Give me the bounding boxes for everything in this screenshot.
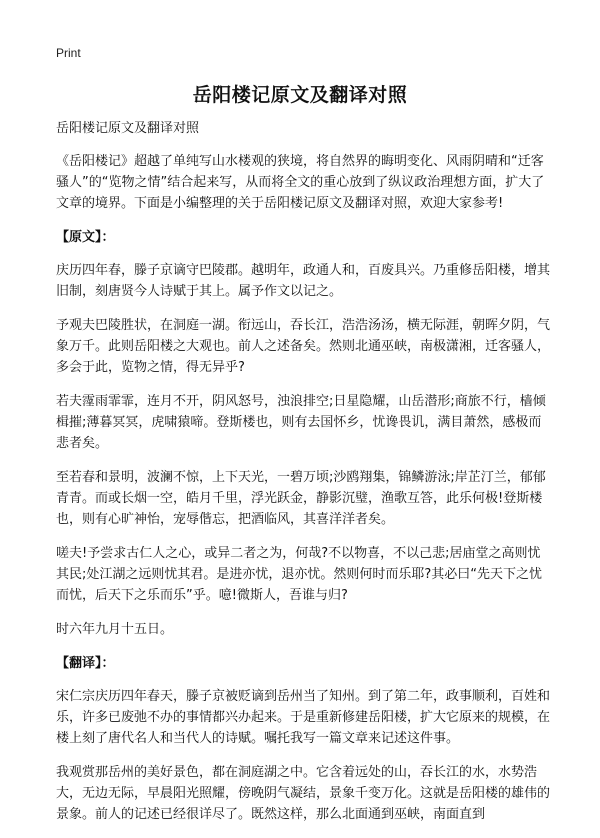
intro-paragraph: 《岳阳楼记》超越了单纯写山水楼观的狭境，将自然界的晦明变化、风雨阴晴和“迁客骚人”的“览物之情”结合起来写，从而将全文的重心放到了纵议政治理想方面，扩大了文章的境界。下面是小编整理的关于岳阳楼记原文及翻译对照，欢迎大家参考!: [56, 154, 545, 211]
translation-heading: 【翻译】：: [56, 656, 115, 671]
translation-heading-line: [56, 653, 550, 674]
original-date-line: 时六年九月十五日。: [56, 622, 174, 637]
print-link[interactable]: Print: [56, 46, 81, 60]
article-body: [56, 118, 550, 838]
original-heading-line: [56, 227, 550, 248]
original-paragraph: 嗟夫!予尝求古仁人之心，或异二者之为，何哉?不以物喜，不以己悲;居庙堂之高则忧其民;处江湖之远则忧其君。是进亦忧，退亦忧。然则何时而乐耶?其必曰“先天下之忧而忧，后天下之乐而乐”乎。噫!微斯人，吾谁与归?: [56, 546, 543, 603]
article-subtitle: 岳阳楼记原文及翻译对照: [56, 121, 200, 136]
original-paragraph: 庆历四年春，滕子京谪守巴陵郡。越明年，政通人和，百废具兴。乃重修岳阳楼，增其旧制，刻唐贤今人诗赋于其上。属予作文以记之。: [56, 263, 551, 299]
page-title: 岳阳楼记原文及翻译对照: [192, 84, 408, 106]
original-heading: 【原文】：: [56, 230, 115, 245]
translation-paragraph: 宋仁宗庆历四年春天，滕子京被贬谪到岳州当了知州。到了第二年，政事顺利，百姓和乐，许多已废弛不办的事情都兴办起来。于是重新修建岳阳楼，扩大它原来的规模，在楼上刻了唐代名人和当代人的诗赋。嘱托我写一篇文章来记述这件事。: [56, 689, 551, 746]
translation-paragraph: 我观赏那岳州的美好景色，都在洞庭湖之中。它含着远处的山，吞长江的水，水势浩大，无边无际，早晨阳光照耀，傍晚阴气凝结，景象千变万化。这就是岳阳楼的雄伟的景象。前人的记述已经很详尽了。既然这样，那么北面通到巫峡，南面直到: [56, 765, 551, 822]
original-paragraph: 若夫霪雨霏霏，连月不开，阴风怒号，浊浪排空;日星隐耀，山岳潜形;商旅不行，樯倾楫摧;薄暮冥冥，虎啸猿啼。登斯楼也，则有去国怀乡，忧谗畏讥，满目萧然，感极而悲者矣。: [56, 394, 546, 451]
original-paragraph: 予观夫巴陵胜状，在洞庭一湖。衔远山，吞长江，浩浩汤汤，横无际涯，朝晖夕阴，气象万千。此则岳阳楼之大观也。前人之述备矣。然则北通巫峡，南极潇湘，迁客骚人，多会于此，览物之情，得无异乎?: [56, 318, 551, 375]
original-paragraph: 至若春和景明，波澜不惊，上下天光，一碧万顷;沙鸥翔集，锦鳞游泳;岸芷汀兰，郁郁青青。而或长烟一空，皓月千里，浮光跃金，静影沉璧，渔歌互答，此乐何极!登斯楼也，则有心旷神怡，宠辱偕忘，把酒临风，其喜洋洋者矣。: [56, 470, 546, 527]
